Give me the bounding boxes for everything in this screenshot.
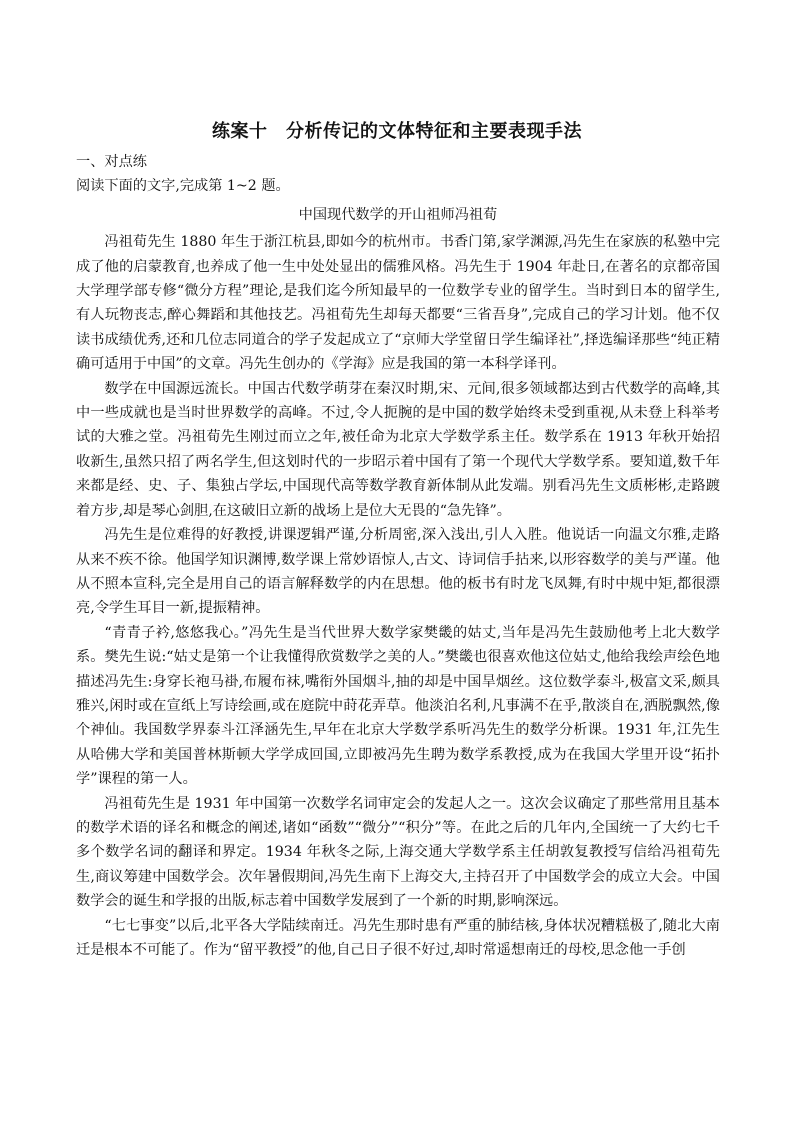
article-title: 中国现代数学的开山祖师冯祖荀: [298, 206, 498, 223]
paragraph-3: 冯先生是位难得的好教授,讲课逻辑严谨,分析周密,深入浅出,引人入胜。他说话一向温文尔雅,走路从来不疾不徐。他国学知识渊博,数学课上常妙语惊人,古文、诗词信手拈来,以形容数学的美与严谨。他从不照本宣科,完全是用自己的语言解释数学的内在思想。他的板书有时龙飞凤舞,有时中规中矩,都很漂亮,令学生耳目一新,提振精神。: [76, 527, 720, 617]
paragraph-4: “青青子衿,悠悠我心。”冯先生是当代世界大数学家樊畿的姑丈,当年是冯先生鼓励他考上北大数学系。樊先生说:“姑丈是第一个让我懂得欣赏数学之美的人。”樊畿也很喜欢他这位姑丈,他给我绘声绘色地描述冯先生:身穿长袍马褂,布履布袜,嘴衔外国烟斗,抽的却是中国旱烟丝。这位数学泰斗,极富文采,颇具雅兴,闲时或在宣纸上写诗绘画,或在庭院中莳花弄草。他淡泊名利,凡事满不在乎,散淡自在,洒脱飘然,像个神仙。我国数学界泰斗江泽涵先生,早年在北京大学数学系听冯先生的数学分析课。1931 年,江先生从哈佛大学和美国普林斯顿大学学成回国,立即被冯先生聘为数学系教授,成为在我国大学里开设“拓扑学”课程的第一人。: [76, 624, 720, 788]
paragraph-6: “七七事变”以后,北平各大学陆续南迁。冯先生那时患有严重的肺结核,身体状况糟糕极了,随北大南迁是根本不可能了。作为“留平教授”的他,自己日子很不好过,却时常遥想南迁的母校,思念他一手创: [76, 917, 720, 958]
paragraph-2: 数学在中国源远流长。中国古代数学萌芽在秦汉时期,宋、元间,很多领域都达到古代数学的高峰,其中一些成就也是当时世界数学的高峰。不过,令人扼腕的是中国的数学始终未受到重视,从未登上科举考试的大雅之堂。冯祖荀先生刚过而立之年,被任命为北京大学数学系主任。数学系在 1913 年秋开始招收新生,虽然只招了两名学生,但这划时代的一步昭示着中国有了第一个现代大学数学系。要知道,数千年来都是经、史、子、集独占学坛,中国现代高等数学教育新体制从此发端。别看冯先生文质彬彬,走路踱着方步,却是琴心剑胆,在这破旧立新的战场上是位大无畏的“急先锋”。: [76, 380, 720, 519]
reading-instruction: 阅读下面的文字,完成第 1~2 题。: [76, 178, 290, 195]
paragraph-5: 冯祖荀先生是 1931 年中国第一次数学名词审定会的发起人之一。这次会议确定了那些常用且基本的数学术语的译名和概念的阐述,诸如“函数”“微分”“积分”等。在此之后的几年内,全国统一了大约七千多个数学名词的翻译和界定。1934 年秋冬之际,上海交通大学数学系主任胡敦复教授写信给冯祖荀先生,商议筹建中国数学会。次年暑假期间,冯先生南下上海交大,主持召开了中国数学会的成立大会。中国数学会的诞生和学报的出版,标志着中国数学发展到了一个新的时期,影响深远。: [76, 795, 720, 910]
page-title: 练案十 分析传记的文体特征和主要表现手法: [212, 121, 582, 142]
paragraph-1: 冯祖荀先生 1880 年生于浙江杭县,即如今的杭州市。书香门第,家学渊源,冯先生在家族的私塾中完成了他的启蒙教育,也养成了他一生中处处显出的儒雅风格。冯先生于 1904 年赴日,在著名的京都帝国大学理学部专修“微分方程”理论,是我们迄今所知最早的一位数学专业的留学生。当时到日本的留学生,有人玩物丧志,醉心舞蹈和其他技艺。冯祖荀先生却每天都要“三省吾身”,完成自己的学习计划。他不仅读书成绩优秀,还和几位志同道合的学子发起成立了“京师大学堂留日学生编译社”,择选编译那些“纯正精确可适用于中国”的文章。冯先生创办的《学海》应是我国的第一本科学译刊。: [76, 234, 720, 373]
document-body: [76, 150, 720, 962]
section-label: 一、对点练: [76, 154, 147, 170]
